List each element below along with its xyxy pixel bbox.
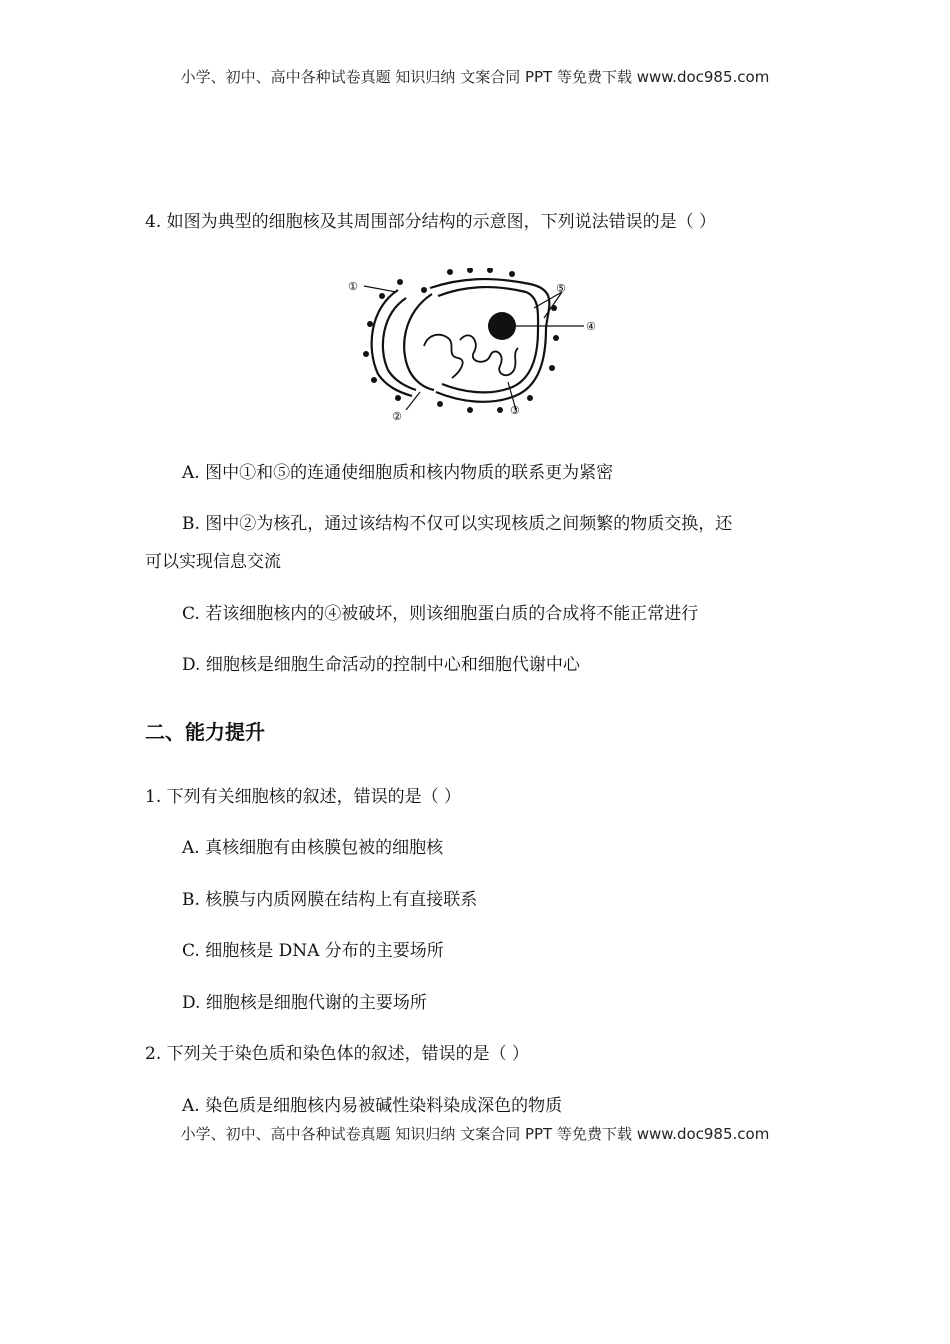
figure-label-1: ① [348,280,358,293]
endoplasmic-reticulum-membrane [372,290,412,396]
nuclear-envelope-outer [430,279,549,402]
chromatin [424,335,518,378]
section-2-question-1-option-a: A. 真核细胞有由核膜包被的细胞核 [182,838,444,858]
figure-label-3: ③ [510,404,520,417]
nucleolus [488,312,516,340]
question-4-option-a: A. 图中①和⑤的连通使细胞质和核内物质的联系更为紧密 [182,463,614,483]
question-4-stem: 4. 如图为典型的细胞核及其周围部分结构的示意图，下列说法错误的是（ ） [145,212,717,232]
section-title: 二、能力提升 [145,720,265,744]
figure-label-2: ② [392,410,402,423]
page-header: 小学、初中、高中各种试卷真题 知识归纳 文案合同 PPT 等免费下载 www.doc985.com [180,68,770,86]
section-2-question-1-stem: 1. 下列有关细胞核的叙述，错误的是（ ） [145,787,462,807]
nuclear-envelope-left [404,294,434,390]
section-2-question-1-option-b: B. 核膜与内质网膜在结构上有直接联系 [182,890,478,910]
section-2-question-2-stem: 2. 下列关于染色质和染色体的叙述，错误的是（ ） [145,1044,530,1064]
section-2-question-2-option-a: A. 染色质是细胞核内易被碱性染料染成深色的物质 [182,1096,563,1116]
figure-label-5: ⑤ [556,282,566,295]
figure-label-4: ④ [586,320,596,333]
section-2-question-1-option-c: C. 细胞核是 DNA 分布的主要场所 [182,941,444,961]
page-footer: 小学、初中、高中各种试卷真题 知识归纳 文案合同 PPT 等免费下载 www.doc985.com [180,1125,770,1143]
cell-nucleus-diagram [340,268,610,428]
question-4-option-c: C. 若该细胞核内的④被破坏，则该细胞蛋白质的合成将不能正常进行 [182,604,699,624]
question-4-option-d: D. 细胞核是细胞生命活动的控制中心和细胞代谢中心 [182,655,580,675]
endoplasmic-reticulum-membrane [383,298,416,390]
section-2-question-1-option-d: D. 细胞核是细胞代谢的主要场所 [182,993,427,1013]
question-4-option-b: B. 图中②为核孔，通过该结构不仅可以实现核质之间频繁的物质交换，还 [182,514,733,534]
question-4-option-b-continued: 可以实现信息交流 [145,552,281,572]
